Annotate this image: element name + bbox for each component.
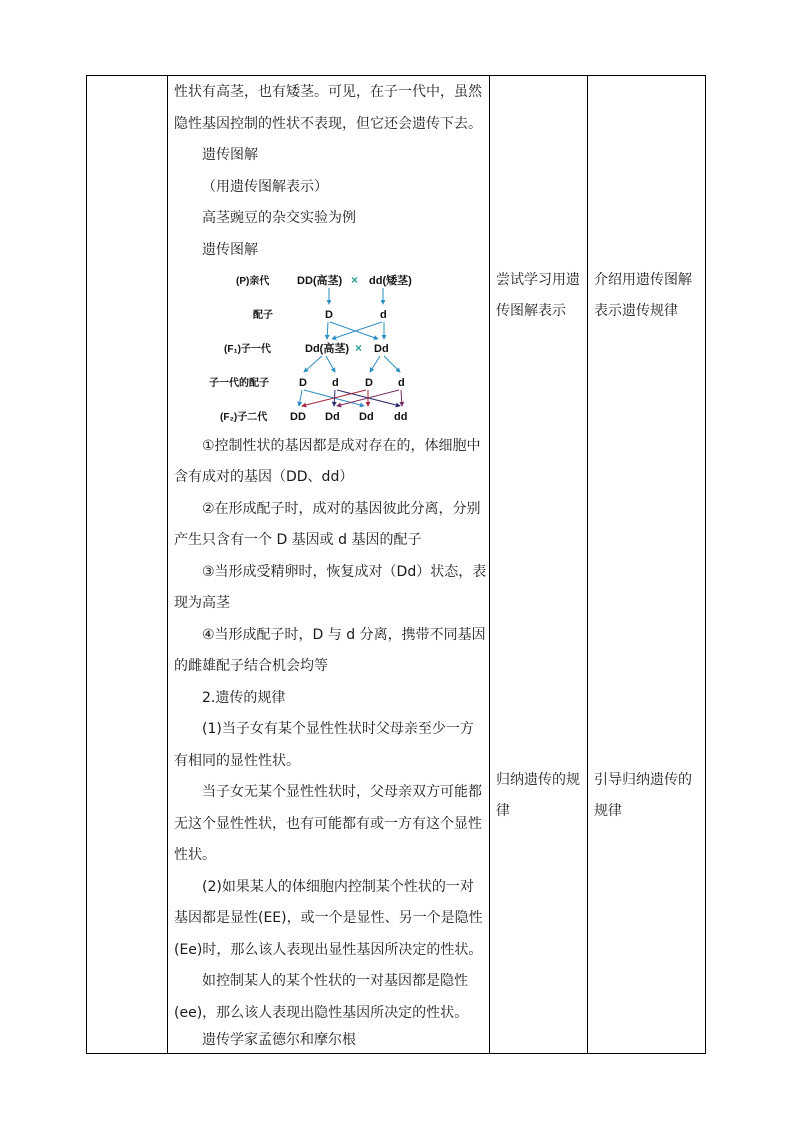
f1-genotype-right: Dd bbox=[374, 343, 389, 355]
text-line: ④当形成配子时，D 与 d 分离，携带不同基因 bbox=[202, 627, 486, 643]
text-line: (1)当子女有某个显性性状时父母亲至少一方 bbox=[202, 721, 474, 737]
student-activity-text: 传图解表示 bbox=[496, 303, 566, 319]
cross-symbol: × bbox=[355, 341, 363, 355]
text-line: 高茎豌豆的杂交实验为例 bbox=[202, 210, 356, 226]
teacher-activity-text: 规律 bbox=[594, 803, 622, 819]
text-line: 遗传学家孟德尔和摩尔根 bbox=[202, 1032, 356, 1048]
gamete-right: d bbox=[380, 309, 387, 321]
text-line: 基因都是显性(EE)，或一个是显性、另一个是隐性 bbox=[174, 910, 483, 926]
gamete-left: D bbox=[325, 309, 333, 321]
row-label-p: (P)亲代 bbox=[236, 276, 270, 287]
parent-genotype-right: dd(矮茎) bbox=[369, 275, 412, 287]
text-line: ①控制性状的基因都是成对存在的，体细胞中 bbox=[202, 438, 481, 454]
teacher-activity-text: 引导归纳遗传的 bbox=[594, 772, 692, 788]
text-line: 当子女无某个显性性状时，父母亲双方可能都 bbox=[202, 784, 482, 800]
text-line: 含有成对的基因（DD、dd） bbox=[174, 469, 354, 485]
text-line: ②在形成配子时，成对的基因彼此分离，分别 bbox=[202, 501, 481, 517]
diagram-caption: 遗传图解 bbox=[202, 242, 258, 258]
text-line: 有相同的显性性状。 bbox=[174, 753, 300, 769]
parent-genotype-left: DD(高茎) bbox=[297, 275, 343, 287]
genetic-cross-diagram bbox=[174, 266, 488, 426]
student-activity-text: 归纳遗传的规 bbox=[496, 772, 580, 788]
text-line: (ee)，那么该人表现出隐性基因所决定的性状。 bbox=[174, 1005, 469, 1021]
text-line: 的雌雄配子结合机会均等 bbox=[174, 658, 328, 674]
f2-genotype: Dd bbox=[325, 411, 340, 423]
section-heading: 遗传图解 bbox=[202, 147, 258, 163]
lesson-table bbox=[86, 75, 706, 1054]
f2-genotype: dd bbox=[394, 411, 408, 423]
column-divider bbox=[489, 76, 490, 1053]
f1-gamete: D bbox=[365, 377, 373, 389]
text-line: 如控制某人的某个性状的一对基因都是隐性 bbox=[202, 973, 468, 989]
row-label-f1-gamete: 子一代的配子 bbox=[209, 378, 269, 389]
text-line: 性状有高茎，也有矮茎。可见，在子一代中，虽然 bbox=[174, 84, 482, 100]
text-line: 现为高茎 bbox=[174, 595, 230, 611]
row-label-gamete: 配子 bbox=[253, 310, 273, 321]
f1-gamete: D bbox=[299, 377, 307, 389]
f1-gamete: d bbox=[332, 377, 339, 389]
teacher-activity-text: 介绍用遗传图解 bbox=[594, 272, 692, 288]
f2-genotype: Dd bbox=[359, 411, 374, 423]
cross-symbol: × bbox=[351, 273, 359, 287]
teacher-activity-text: 表示遗传规律 bbox=[594, 303, 678, 319]
column-divider bbox=[587, 76, 588, 1053]
f1-gamete: d bbox=[398, 377, 405, 389]
text-line: 隐性基因控制的性状不表现，但它还会遗传下去。 bbox=[174, 116, 482, 132]
text-line: （用遗传图解表示） bbox=[202, 179, 328, 195]
f1-genotype-left: Dd(高茎) bbox=[305, 343, 349, 355]
text-line: 性状。 bbox=[174, 847, 216, 863]
text-line: 产生只含有一个 D 基因或 d 基因的配子 bbox=[174, 532, 422, 548]
student-activity-text: 律 bbox=[496, 803, 510, 819]
row-label-f1: (F₁)子一代 bbox=[224, 344, 271, 355]
text-line: ③当形成受精卵时，恢复成对（Dd）状态，表 bbox=[202, 564, 487, 580]
column-divider bbox=[167, 76, 168, 1053]
text-line: (Ee)时，那么该人表现出显性基因所决定的性状。 bbox=[174, 942, 483, 958]
text-line: (2)如果某人的体细胞内控制某个性状的一对 bbox=[202, 879, 474, 895]
section-heading: 2.遗传的规律 bbox=[202, 690, 286, 706]
row-label-f2: (F₂)子二代 bbox=[220, 412, 268, 423]
f2-genotype: DD bbox=[290, 411, 306, 423]
text-line: 无这个显性性状，也有可能都有或一方有这个显性 bbox=[174, 816, 482, 832]
student-activity-text: 尝试学习用遗 bbox=[496, 272, 580, 288]
